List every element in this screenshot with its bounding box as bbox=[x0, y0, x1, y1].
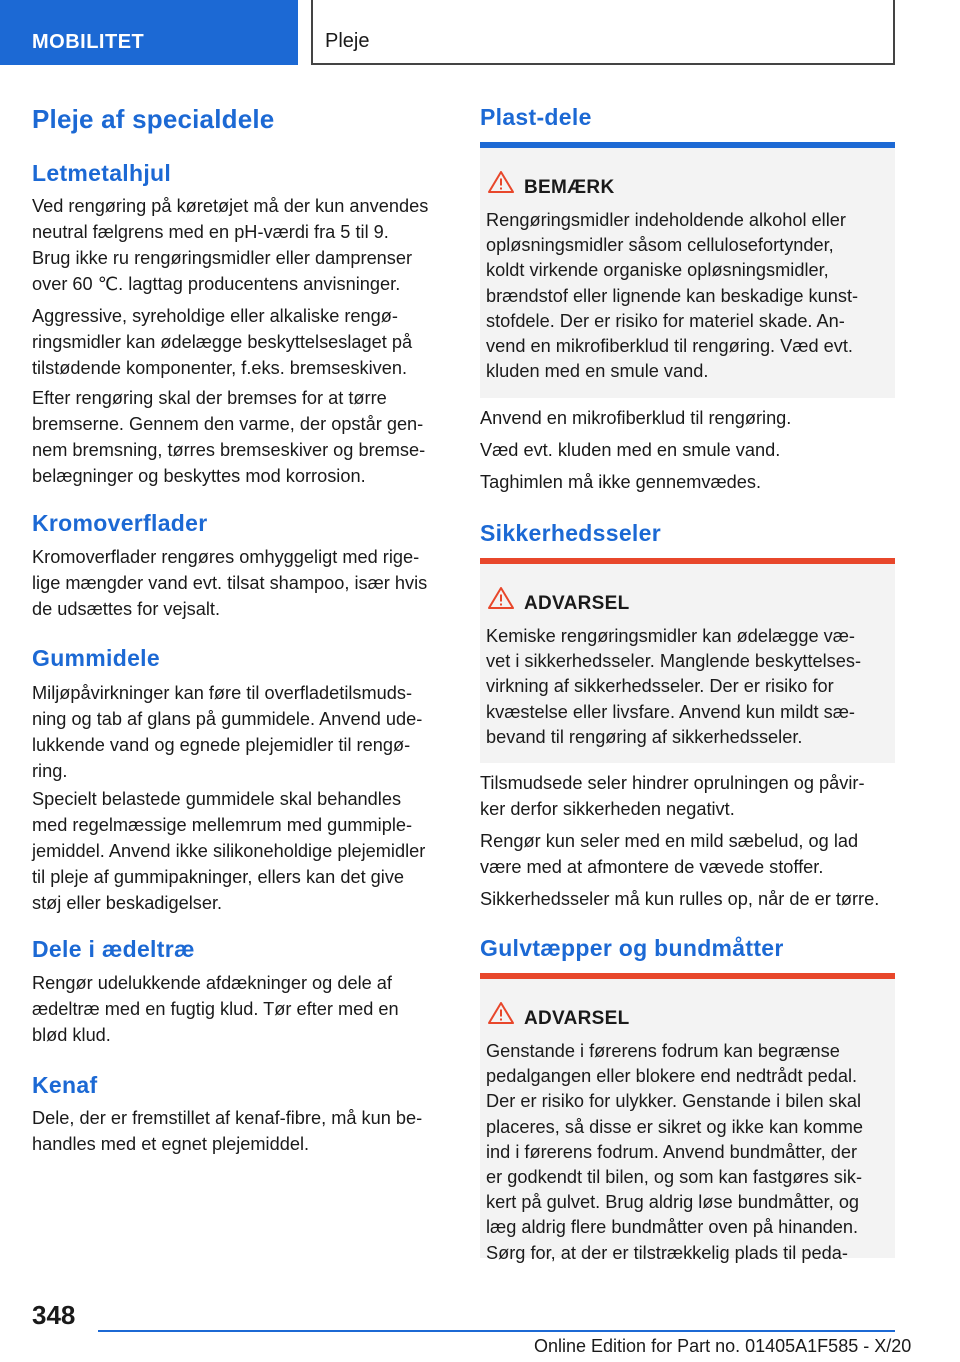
paragraph: Dele, der er fremstillet af kenaf-fibre, må kun be‐ handles med et egnet plejemiddel. bbox=[32, 1108, 423, 1154]
paragraph: Sikkerhedsseler må kun rulles op, når de er tørre. bbox=[480, 889, 880, 909]
heading-plast-dele: Plast-dele bbox=[480, 104, 592, 130]
paragraph: Væd evt. kluden med en smule vand. bbox=[480, 440, 781, 460]
chapter-tab bbox=[311, 0, 895, 65]
heading-kromoverflader: Kromoverflader bbox=[32, 510, 208, 536]
paragraph: Efter rengøring skal der bremses for at tørre bremserne. Gennem den varme, der opstår gen‐ nem bremsning, tørres bremseskiver og bremse‐ belægninger og beskyttes mod korrosion. bbox=[32, 388, 426, 486]
heading-sikkerhedsseler: Sikkerhedsseler bbox=[480, 520, 661, 546]
warning-triangle-icon bbox=[488, 586, 514, 610]
paragraph: Tilsmudsede seler hindrer oprulningen og påvir‐ ker derfor sikkerheden negativt. bbox=[480, 773, 865, 819]
footer-divider bbox=[98, 1330, 895, 1332]
notice-title: BEMÆRK bbox=[524, 177, 615, 198]
paragraph: Anvend en mikrofiberklud til rengøring. bbox=[480, 408, 792, 428]
warning-title: ADVARSEL bbox=[524, 593, 630, 614]
notice-text: Rengøringsmidler indeholdende alkohol eller opløsningsmidler såsom cellulosefortynder, koldt virkende organiske opløsningsmidler, brændstof eller lignende kan beskadige kunst‐ stofdele. Der er risiko for materiel skade. An‐ vend en mikrofiberklud til rengøring. Væd evt. kluden med en smule vand. bbox=[486, 210, 859, 382]
edition-text: Online Edition for Part no. 01405A1F585 - X/20 bbox=[534, 1336, 912, 1356]
page-title: Pleje af specialdele bbox=[32, 104, 275, 134]
chapter-label: Pleje bbox=[325, 30, 370, 52]
section-tab bbox=[0, 0, 298, 65]
paragraph: Kromoverflader rengøres omhyggeligt med rige‐ lige mængder vand evt. tilsat shampoo, især hvis de udsættes for vejsalt. bbox=[32, 547, 428, 619]
heading-gummidele: Gummidele bbox=[32, 645, 160, 671]
warning-box bbox=[480, 558, 895, 763]
warning-text: Genstande i førerens fodrum kan begrænse pedalgangen eller blokere end nedtrådt pedal. Der er risiko for ulykker. Genstande i bilen skal placeres, så disse er sikret og ikke kan komme ind i førerens fodrum. Anvend bundmåtter, der er godkendt til bilen, og som kan fastgøres sik‐ kert på gulvet. Brug aldrig løse bundmåtter, og læg aldrig flere bundmåtter oven på hinanden. Sørg for, at der er tilstrækkelig plads til peda‐ bbox=[486, 1041, 864, 1263]
paragraph: Rengør udelukkende afdækninger og dele af ædeltræ med en fugtig klud. Tør efter med en blød klud. bbox=[32, 973, 399, 1045]
page-number: 348 bbox=[32, 1300, 76, 1330]
paragraph: Rengør kun seler med en mild sæbelud, og lad være med at afmontere de vævede stoffer. bbox=[480, 831, 859, 877]
heading-letmetalhjul: Letmetalhjul bbox=[32, 160, 172, 186]
warning-triangle-icon bbox=[488, 1001, 514, 1025]
paragraph: Taghimlen må ikke gennemvædes. bbox=[480, 472, 762, 492]
warning-box bbox=[480, 973, 895, 1263]
heading-kenaf: Kenaf bbox=[32, 1072, 98, 1098]
warning-text: Kemiske rengøringsmidler kan ødelægge væ‐ vet i sikkerhedsseler. Manglende beskyttelses‐ virkning af sikkerhedsseler. Der er risiko for kvæstelse eller livsfare. Anvend kun mildt sæ‐ bevand til rengøring af sikkerhedsseler. bbox=[486, 626, 862, 747]
paragraph: Miljøpåvirkninger kan føre til overfladetilsmuds‐ ning og tab af glans på gummidele. Anvend ude‐ lukkende vand og egnede plejemidler til rengø‐ ring. bbox=[32, 683, 423, 781]
heading-gulvtaepper: Gulvtæpper og bundmåtter bbox=[480, 935, 784, 961]
heading-aedeltrae: Dele i ædeltræ bbox=[32, 936, 195, 962]
section-label: MOBILITET bbox=[32, 31, 145, 53]
warning-triangle-icon bbox=[488, 170, 514, 194]
paragraph: Aggressive, syreholdige eller alkaliske rengø‐ ringsmidler kan ødelægge beskyttelseslaget på tilstødende komponenter, f.eks. bremseskiven. bbox=[32, 306, 413, 378]
paragraph: Specielt belastede gummidele skal behandles med regelmæssige mellemrum med gummiple‐ jemiddel. Anvend ikke silikoneholdige plejemidler til pleje af gummipakninger, ellers kan det give støj eller beskadigelser. bbox=[32, 789, 426, 913]
paragraph: Ved rengøring på køretøjet må der kun anvendes neutral fælgrens med en pH-værdi fra 5 til 9. Brug ikke ru rengøringsmidler eller damprenser over 60 ℃. lagttag producentens anvisninger. bbox=[32, 196, 429, 294]
notice-box bbox=[480, 142, 895, 398]
warning-title: ADVARSEL bbox=[524, 1008, 630, 1029]
